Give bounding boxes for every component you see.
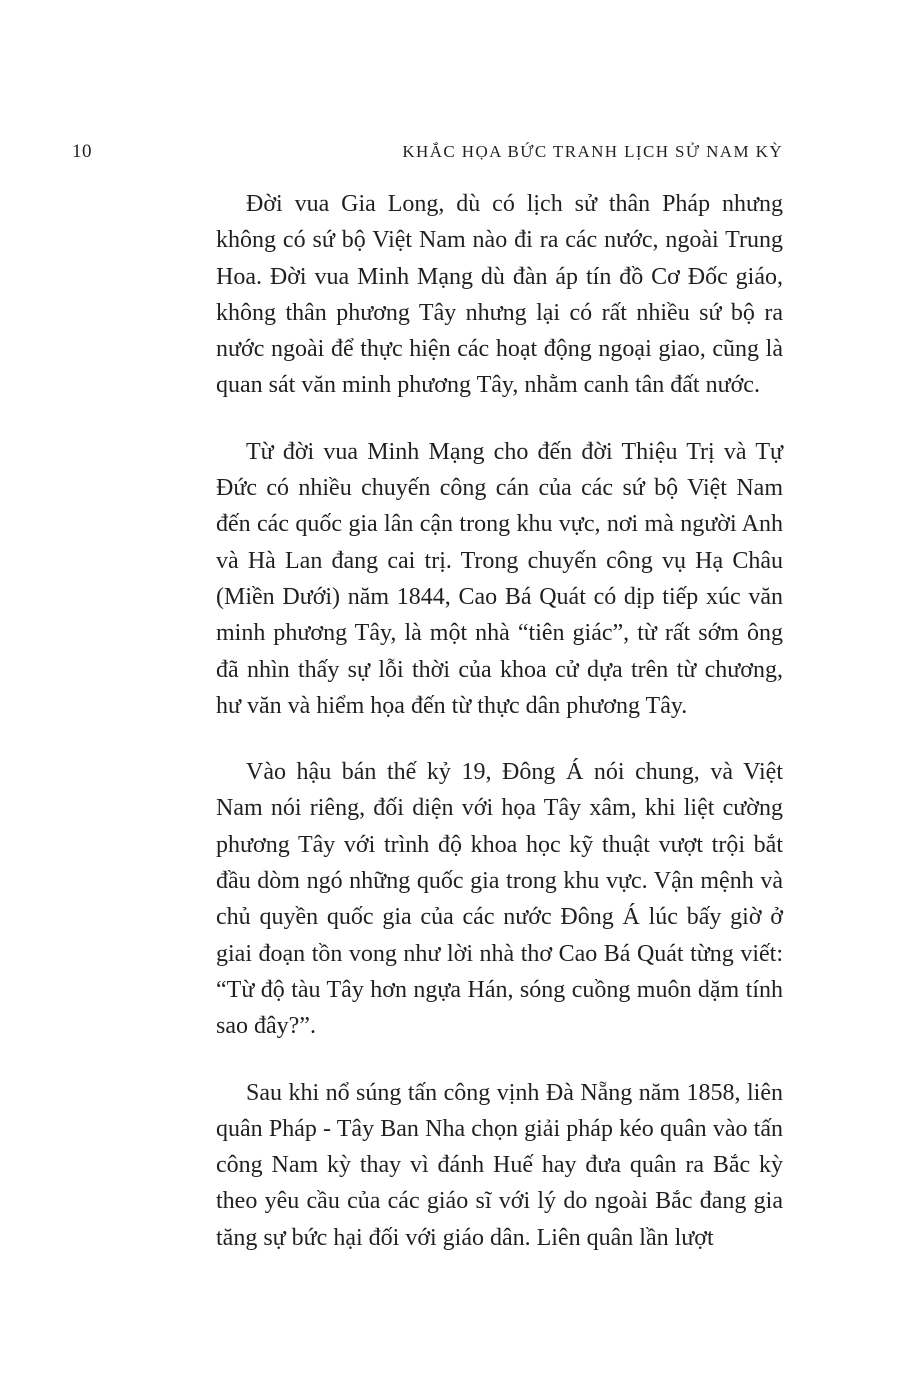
- body-text: [216, 186, 783, 1286]
- page-number: 10: [72, 141, 92, 162]
- paragraph-diplomatic-missions: Từ đời vua Minh Mạng cho đến đời Thiệu Trị và Tự Đức có nhiều chuyến công cán của các sứ bộ Việt Nam đến các quốc gia lân cận trong khu vực, nơi mà người Anh và Hà Lan đang cai trị. Trong chuyến công vụ Hạ Châu (Miền Dưới) năm 1844, Cao Bá Quát có dịp tiếp xúc văn minh phương Tây, là một nhà “tiên giác”, từ rất sớm ông đã nhìn thấy sự lỗi thời của khoa cử dựa trên từ chương, hư văn và hiểm họa đến từ thực dân phương Tây.: [216, 438, 783, 719]
- running-head-title: KHẮC HỌA BỨC TRANH LỊCH SỬ NAM KỲ: [402, 142, 783, 161]
- paragraph-western-threat: Vào hậu bán thế kỷ 19, Đông Á nói chung, và Việt Nam nói riêng, đối diện với họa Tây xâm, khi liệt cường phương Tây với trình độ khoa học kỹ thuật vượt trội bắt đầu dòm ngó những quốc gia trong khu vực. Vận mệnh và chủ quyền quốc gia của các nước Đông Á lúc bấy giờ ở giai đoạn tồn vong như lời nhà thơ Cao Bá Quát từng viết: “Từ độ tàu Tây hơn ngựa Hán, sóng cuồng muôn dặm tính sao đây?”.: [216, 759, 783, 1040]
- paragraph-gia-long-minh-mang: Đời vua Gia Long, dù có lịch sử thân Pháp nhưng không có sứ bộ Việt Nam nào đi ra các nước, ngoài Trung Hoa. Đời vua Minh Mạng dù đàn áp tín đồ Cơ Đốc giáo, không thân phương Tây nhưng lại có rất nhiều sứ bộ ra nước ngoài để thực hiện các hoạt động ngoại giao, cũng là quan sát văn minh phương Tây, nhằm canh tân đất nước.: [216, 191, 783, 399]
- paragraph-da-nang-attack: Sau khi nổ súng tấn công vịnh Đà Nẵng năm 1858, liên quân Pháp - Tây Ban Nha chọn giải pháp kéo quân vào tấn công Nam kỳ thay vì đánh Huế hay đưa quân ra Bắc kỳ theo yêu cầu của các giáo sĩ với lý do ngoài Bắc đang gia tăng sự bức hại đối với giáo dân. Liên quân lần lượt: [216, 1079, 783, 1251]
